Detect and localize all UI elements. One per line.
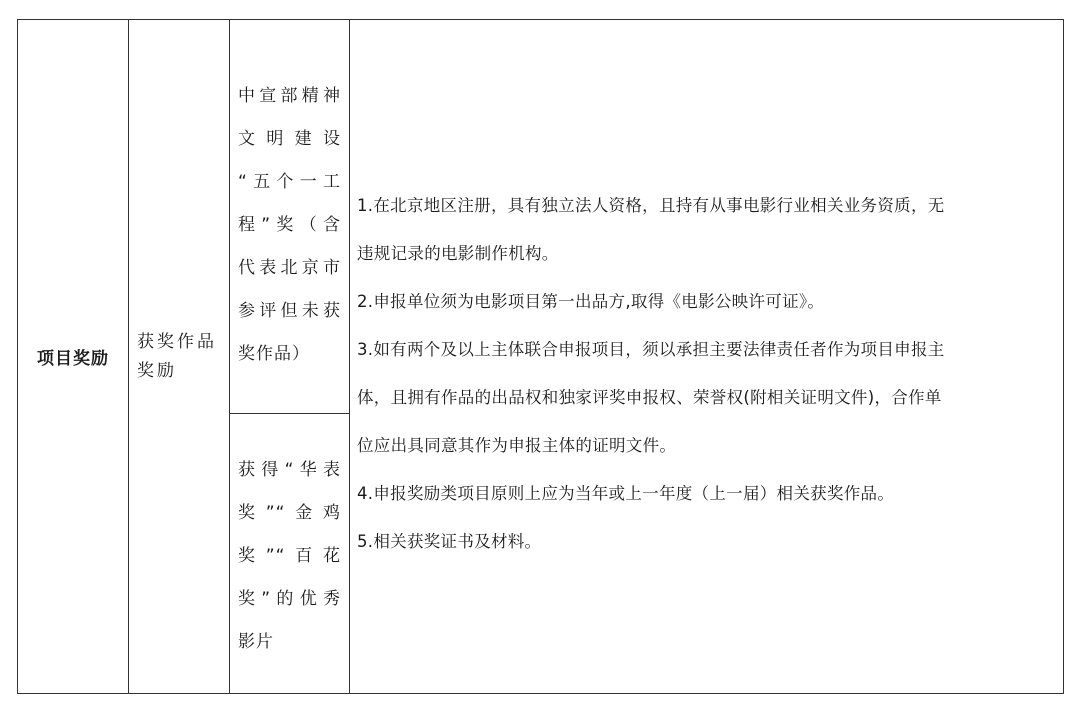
category-line: 获奖作品 (137, 331, 217, 352)
requirement-line: 位应出具同意其作为申报主体的证明文件。 (357, 436, 677, 455)
sub-award-line: 代表北京市 (238, 258, 341, 278)
sub-award-line: “五个一工 (238, 172, 341, 192)
requirement-line: 体，且拥有作品的出品权和独家评奖申报权、荣誉权(附相关证明文件)，合作单 (357, 388, 942, 407)
sub-award-line: 中宣部精神 (238, 86, 341, 106)
requirement-line: 4.申报奖励类项目原则上应为当年或上一年度（上一届）相关获奖作品。 (357, 484, 895, 503)
requirement-line: 5.相关获奖证书及材料。 (357, 532, 542, 551)
sub-award-line: 文 明 建 设 (238, 129, 341, 149)
requirement-line: 2.申报单位须为电影项目第一出品方,取得《电影公映许可证》。 (357, 292, 825, 311)
category-cell (128, 20, 229, 693)
sub-award-line: 奖作品） (238, 344, 310, 364)
requirement-line: 违规记录的电影制作机构。 (357, 244, 559, 263)
sub-award-line: 程”奖（含 (238, 215, 341, 235)
category-line: 奖励 (137, 360, 177, 381)
requirements-cell (349, 20, 1063, 693)
sub-award-film-prizes-cell (229, 413, 349, 693)
sub-award-line: 奖”的优秀 (238, 589, 341, 609)
row-title: 项目奖励 (37, 349, 109, 369)
sub-award-wugeyi-cell (229, 20, 349, 413)
requirement-line: 3.如有两个及以上主体联合申报项目，须以承担主要法律责任者作为项目申报主 (357, 340, 945, 359)
requirement-line: 1.在北京地区注册，具有独立法人资格，且持有从事电影行业相关业务资质，无 (357, 196, 945, 215)
award-requirements-table (17, 19, 1064, 694)
sub-award-line: 参评但未获 (238, 301, 341, 321)
sub-award-line: 奖”“金鸡 (238, 503, 341, 523)
sub-award-line: 获得“华表 (238, 460, 341, 480)
sub-award-line: 奖”“百花 (238, 546, 341, 566)
sub-award-line: 影片 (238, 632, 274, 652)
row-title-cell (18, 20, 128, 693)
